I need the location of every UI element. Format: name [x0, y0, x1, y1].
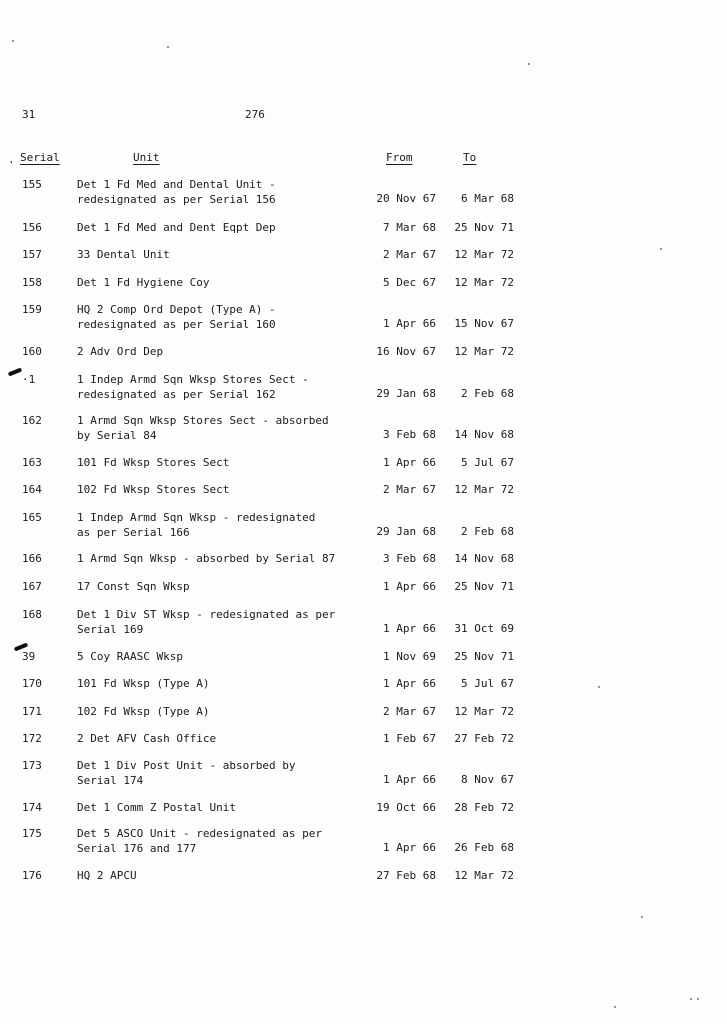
unit-cell	[77, 607, 335, 637]
to-date-cell: 25 Nov 71	[454, 580, 514, 593]
unit-cell	[77, 731, 216, 746]
unit-line: Det 1 Div Post Unit - absorbed by	[77, 759, 296, 772]
unit-line: 101 Fd Wksp Stores Sect	[77, 456, 230, 469]
serial-cell: 173	[22, 759, 42, 772]
serial-cell: 166	[22, 552, 42, 565]
unit-line: 5 Coy RAASC Wksp	[77, 650, 183, 663]
to-date-cell: 12 Mar 72	[454, 248, 514, 261]
scan-speck	[528, 63, 530, 65]
to-date-cell: 25 Nov 71	[454, 650, 514, 663]
unit-line: HQ 2 Comp Ord Depot (Type A) -	[77, 303, 276, 316]
from-date-cell: 2 Mar 67	[383, 705, 436, 718]
unit-line: HQ 2 APCU	[77, 869, 137, 882]
serial-cell: 175	[22, 827, 42, 840]
unit-line: by Serial 84	[77, 429, 157, 442]
unit-line: 1 Indep Armd Sqn Wksp Stores Sect -	[77, 373, 309, 386]
unit-line: 2 Adv Ord Dep	[77, 345, 164, 358]
serial-cell: 162	[22, 414, 42, 427]
serial-cell: 39	[22, 650, 36, 663]
scan-speck	[12, 40, 14, 42]
serial-cell: 157	[22, 248, 42, 261]
unit-line: 1 Indep Armd Sqn Wksp - redesignated	[77, 511, 316, 524]
serial-cell: 172	[22, 732, 42, 745]
unit-line: Det 1 Comm Z Postal Unit	[77, 801, 236, 814]
serial-cell: 160	[22, 345, 42, 358]
from-date-cell: 20 Nov 67	[376, 192, 436, 205]
serial-cell: 170	[22, 677, 42, 690]
from-date-cell: 1 Apr 66	[383, 317, 436, 330]
unit-cell	[77, 551, 335, 566]
to-date-cell: 31 Oct 69	[454, 622, 514, 635]
from-date-cell: 16 Nov 67	[376, 345, 436, 358]
from-date-cell: 3 Feb 68	[383, 552, 436, 565]
to-date-cell: 14 Nov 68	[454, 428, 514, 441]
from-date-cell: 1 Apr 66	[383, 622, 436, 635]
unit-cell	[77, 455, 229, 470]
unit-line: as per Serial 166	[77, 526, 190, 539]
from-date-cell: 19 Oct 66	[376, 801, 436, 814]
to-date-cell: 12 Mar 72	[454, 869, 514, 882]
scan-speck	[614, 1006, 616, 1008]
from-date-cell: 29 Jan 68	[376, 525, 436, 538]
serial-cell: 158	[22, 276, 42, 289]
page-ref: 31	[22, 108, 36, 121]
to-date-cell: 12 Mar 72	[454, 276, 514, 289]
to-date-cell: 8 Nov 67	[461, 773, 514, 786]
serial-cell: ⋅1	[22, 373, 36, 386]
serial-cell: 155	[22, 178, 42, 191]
unit-cell	[77, 344, 163, 359]
unit-cell	[77, 177, 276, 207]
to-date-cell: 15 Nov 67	[454, 317, 514, 330]
serial-cell: 164	[22, 483, 42, 496]
unit-line: 102 Fd Wksp Stores Sect	[77, 483, 230, 496]
unit-cell	[77, 247, 170, 262]
unit-line: redesignated as per Serial 162	[77, 388, 276, 401]
to-date-cell: 5 Jul 67	[461, 677, 514, 690]
unit-line: Det 1 Div ST Wksp - redesignated as per	[77, 608, 336, 621]
to-date-cell: 2 Feb 68	[461, 387, 514, 400]
from-date-cell: 1 Apr 66	[383, 580, 436, 593]
unit-cell	[77, 220, 276, 235]
serial-cell: 174	[22, 801, 42, 814]
to-date-cell: 27 Feb 72	[454, 732, 514, 745]
unit-line: 33 Dental Unit	[77, 248, 170, 261]
serial-cell: 156	[22, 221, 42, 234]
unit-line: Det 1 Fd Med and Dent Eqpt Dep	[77, 221, 276, 234]
header-to: To	[463, 151, 477, 164]
to-date-cell: 12 Mar 72	[454, 705, 514, 718]
unit-line: 1 Armd Sqn Wksp Stores Sect - absorbed	[77, 414, 329, 427]
unit-cell	[77, 579, 190, 594]
unit-line: Serial 176 and 177	[77, 842, 197, 855]
header-bullet: .	[8, 153, 15, 166]
to-date-cell: 2 Feb 68	[461, 525, 514, 538]
to-date-cell: 26 Feb 68	[454, 841, 514, 854]
from-date-cell: 5 Dec 67	[383, 276, 436, 289]
unit-cell	[77, 482, 229, 497]
header-from: From	[386, 151, 413, 164]
from-date-cell: 27 Feb 68	[376, 869, 436, 882]
to-date-cell: 12 Mar 72	[454, 345, 514, 358]
from-date-cell: 1 Feb 67	[383, 732, 436, 745]
unit-line: Det 5 ASCO Unit - redesignated as per	[77, 827, 323, 840]
from-date-cell: 1 Apr 66	[383, 773, 436, 786]
unit-line: Serial 169	[77, 623, 144, 636]
from-date-cell: 29 Jan 68	[376, 387, 436, 400]
unit-line: Serial 174	[77, 774, 144, 787]
from-date-cell: 2 Mar 67	[383, 483, 436, 496]
serial-cell: 163	[22, 456, 42, 469]
from-date-cell: 1 Apr 66	[383, 456, 436, 469]
unit-line: Det 1 Fd Med and Dental Unit -	[77, 178, 276, 191]
from-date-cell: 7 Mar 68	[383, 221, 436, 234]
unit-cell	[77, 704, 209, 719]
to-date-cell: 28 Feb 72	[454, 801, 514, 814]
header-serial: Serial	[20, 151, 60, 164]
serial-cell: 176	[22, 869, 42, 882]
unit-line: 2 Det AFV Cash Office	[77, 732, 217, 745]
serial-cell: 165	[22, 511, 42, 524]
serial-cell: 171	[22, 705, 42, 718]
serial-cell: 168	[22, 608, 42, 621]
unit-cell	[77, 758, 296, 788]
from-date-cell: 2 Mar 67	[383, 248, 436, 261]
unit-cell	[77, 868, 137, 883]
serial-cell: 159	[22, 303, 42, 316]
from-date-cell: 1 Nov 69	[383, 650, 436, 663]
unit-line: redesignated as per Serial 160	[77, 318, 276, 331]
to-date-cell: 25 Nov 71	[454, 221, 514, 234]
unit-line: 17 Const Sqn Wksp	[77, 580, 190, 593]
unit-cell	[77, 800, 236, 815]
scan-speck	[641, 916, 643, 918]
unit-cell	[77, 413, 329, 443]
to-date-cell: 6 Mar 68	[461, 192, 514, 205]
page-number: 276	[245, 108, 265, 121]
scan-speck	[167, 46, 169, 48]
from-date-cell: 1 Apr 66	[383, 841, 436, 854]
unit-cell	[77, 510, 315, 540]
unit-line: redesignated as per Serial 156	[77, 193, 276, 206]
from-date-cell: 1 Apr 66	[383, 677, 436, 690]
unit-cell	[77, 372, 309, 402]
unit-cell	[77, 826, 322, 856]
scan-speck	[598, 686, 600, 688]
to-date-cell: 14 Nov 68	[454, 552, 514, 565]
unit-line: 102 Fd Wksp (Type A)	[77, 705, 210, 718]
unit-line: Det 1 Fd Hygiene Coy	[77, 276, 210, 289]
to-date-cell: 12 Mar 72	[454, 483, 514, 496]
scan-speck	[690, 998, 692, 1000]
margin-mark-1	[8, 368, 22, 377]
unit-cell	[77, 649, 183, 664]
to-date-cell: 5 Jul 67	[461, 456, 514, 469]
unit-cell	[77, 275, 209, 290]
unit-line: 101 Fd Wksp (Type A)	[77, 677, 210, 690]
header-unit: Unit	[133, 151, 160, 164]
from-date-cell: 3 Feb 68	[383, 428, 436, 441]
unit-cell	[77, 302, 276, 332]
scan-speck	[660, 248, 662, 250]
unit-line: 1 Armd Sqn Wksp - absorbed by Serial 87	[77, 552, 336, 565]
serial-cell: 167	[22, 580, 42, 593]
unit-cell	[77, 676, 209, 691]
scan-speck	[697, 998, 699, 1000]
